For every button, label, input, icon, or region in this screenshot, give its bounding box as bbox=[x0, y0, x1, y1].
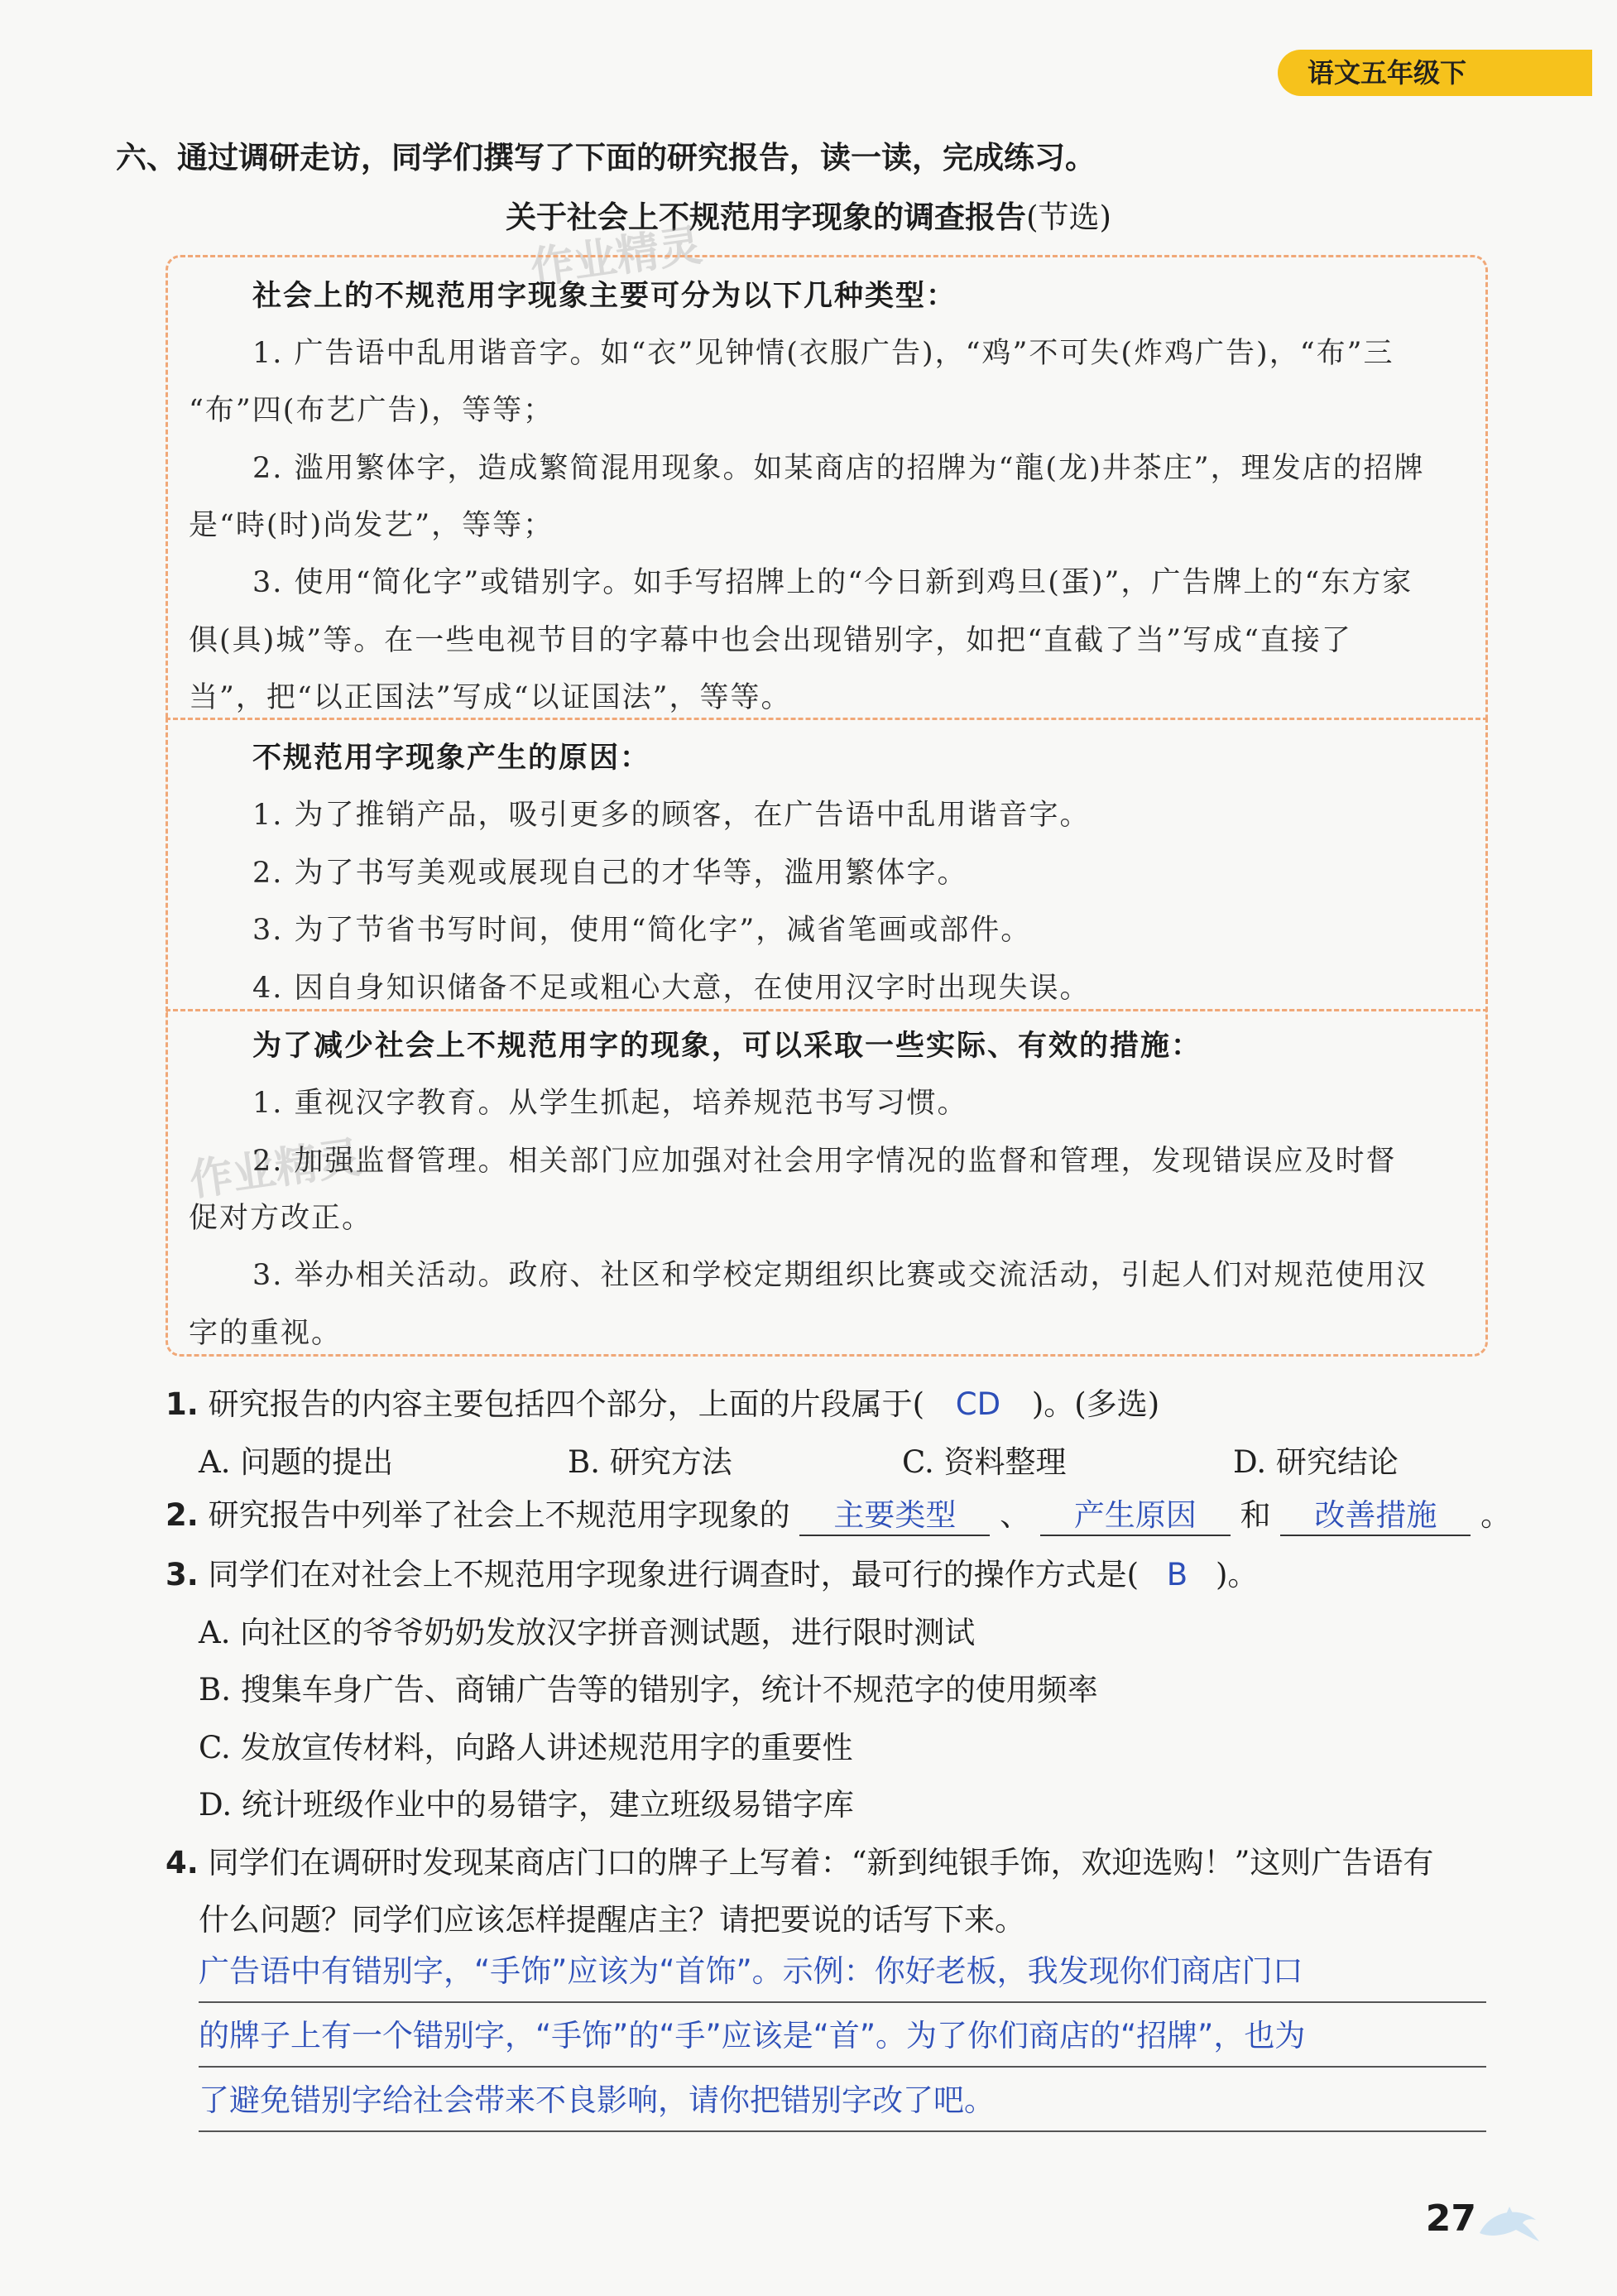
separator: 、 bbox=[1000, 1497, 1031, 1533]
causes-line: 3. 为了节省书写时间，使用“简化字”，减省笔画或部件。 bbox=[252, 914, 1032, 947]
question-text: 同学们在对社会上不规范用字现象进行调查时，最可行的操作方式是( bbox=[208, 1557, 1140, 1592]
watermark: 作业精灵 bbox=[527, 220, 705, 295]
measures-line: 3. 举办相关活动。政府、社区和学校定期组织比赛或交流活动，引起人们对规范使用汉 bbox=[252, 1259, 1427, 1292]
measures-line: 1. 重视汉字教育。从学生抓起，培养规范书写习惯。 bbox=[252, 1087, 968, 1120]
separator: 。 bbox=[1480, 1497, 1512, 1533]
question-text: 什么问题？同学们应该怎样提醒店主？请把要说的话写下来。 bbox=[199, 1902, 1025, 1938]
question-text: 研究报告中列举了社会上不规范用字现象的 bbox=[208, 1497, 790, 1533]
causes-line: 4. 因自身知识储备不足或粗心大意，在使用汉字时出现失误。 bbox=[252, 972, 1091, 1005]
measures-line: 字的重视。 bbox=[189, 1317, 343, 1350]
page-number: 27 bbox=[1425, 2198, 1476, 2240]
question-number: 2. bbox=[166, 1497, 199, 1533]
answer-writing-line: 了避免错别字给社会带来不良影响，请你把错别字改了吧。 bbox=[199, 2076, 1486, 2132]
grade-tag: 语文五年级下 bbox=[1278, 50, 1592, 96]
types-line: 2. 滥用繁体字，造成繁简混用现象。如某商店的招牌为“龍(龙)井茶庄”，理发店的招牌 bbox=[252, 452, 1425, 485]
answer-blank: 产生原因 bbox=[1040, 1490, 1231, 1536]
types-line: 俱(具)城”等。在一些电视节目的字幕中也会出现错别字，如把“直截了当”写成“直接了 bbox=[189, 624, 1352, 657]
watermark: 作业精灵 bbox=[186, 1132, 364, 1207]
question-number: 4. bbox=[166, 1845, 199, 1881]
report-title bbox=[0, 192, 1617, 237]
option: D. 统计班级作业中的易错字，建立班级易错字库 bbox=[199, 1787, 854, 1823]
question-text: 研究报告的内容主要包括四个部分，上面的片段属于( bbox=[208, 1386, 925, 1422]
causes-heading: 不规范用字现象产生的原因： bbox=[252, 742, 651, 775]
option: B. 搜集车身广告、商铺广告等的错别字，统计不规范字的使用频率 bbox=[199, 1672, 1098, 1708]
answer-blank: 改善措施 bbox=[1280, 1490, 1471, 1536]
option: D. 研究结论 bbox=[1233, 1444, 1399, 1480]
question-3 bbox=[166, 1549, 1258, 1594]
question-text: )。 bbox=[1215, 1557, 1259, 1592]
report-title-text: 关于社会上不规范用字现象的调查报告 bbox=[506, 199, 1027, 235]
question-number: 1. bbox=[166, 1386, 199, 1422]
answer-blank: 主要类型 bbox=[799, 1490, 990, 1536]
section-title: 六、通过调研走访，同学们撰写了下面的研究报告，读一读，完成练习。 bbox=[116, 140, 1096, 175]
option: B. 研究方法 bbox=[568, 1444, 732, 1480]
question-4 bbox=[166, 1837, 1433, 1882]
causes-line: 1. 为了推销产品，吸引更多的顾客，在广告语中乱用谐音字。 bbox=[252, 799, 1091, 832]
answer-text: B bbox=[1166, 1557, 1188, 1592]
option: A. 向社区的爷爷奶奶发放汉字拼音测试题，进行限时测试 bbox=[199, 1615, 976, 1650]
question-2 bbox=[166, 1490, 1511, 1536]
types-line: 3. 使用“简化字”或错别字。如手写招牌上的“今日新到鸡旦(蛋)”，广告牌上的“东方家 bbox=[252, 566, 1413, 599]
types-line: 是“時(时)尚发艺”，等等； bbox=[189, 509, 554, 542]
question-text: 同学们在调研时发现某商店门口的牌子上写着：“新到纯银手饰，欢迎选购！”这则广告语有 bbox=[208, 1845, 1434, 1881]
answer-writing-line: 的牌子上有一个错别字，“手饰”的“手”应该是“首”。为了你们商店的“招牌”，也为 bbox=[199, 2011, 1486, 2068]
answer-text: CD bbox=[955, 1386, 1001, 1422]
option: A. 问题的提出 bbox=[199, 1444, 394, 1480]
question-1 bbox=[166, 1379, 1159, 1424]
measures-line: 2. 加强监督管理。相关部门应加强对社会用字情况的监督和管理，发现错误应及时督 bbox=[252, 1145, 1397, 1178]
question-text: )。(多选) bbox=[1031, 1386, 1160, 1422]
separator: 和 bbox=[1240, 1497, 1271, 1533]
types-line: 1. 广告语中乱用谐音字。如“衣”见钟情(衣服广告)，“鸡”不可失(炸鸡广告)，“布”三 bbox=[252, 337, 1394, 370]
measures-heading: 为了减少社会上不规范用字的现象，可以采取一些实际、有效的措施： bbox=[252, 1030, 1202, 1063]
answer-writing-line: 广告语中有错别字，“手饰”应该为“首饰”。示例：你好老板，我发现你们商店门口 bbox=[199, 1947, 1486, 2003]
option: C. 发放宣传材料，向路人讲述规范用字的重要性 bbox=[199, 1730, 853, 1765]
option: C. 资料整理 bbox=[902, 1444, 1067, 1480]
types-heading: 社会上的不规范用字现象主要可分为以下几种类型： bbox=[252, 280, 957, 313]
types-line: 当”，把“以正国法”写成“以证国法”，等等。 bbox=[189, 681, 792, 714]
question-number: 3. bbox=[166, 1557, 199, 1592]
causes-line: 2. 为了书写美观或展现自己的才华等，滥用繁体字。 bbox=[252, 857, 968, 890]
report-subtitle: (节选) bbox=[1026, 199, 1111, 235]
measures-line: 促对方改正。 bbox=[189, 1202, 373, 1235]
types-line: “布”四(布艺广告)，等等； bbox=[189, 394, 554, 427]
dolphin-icon bbox=[1476, 2202, 1543, 2248]
